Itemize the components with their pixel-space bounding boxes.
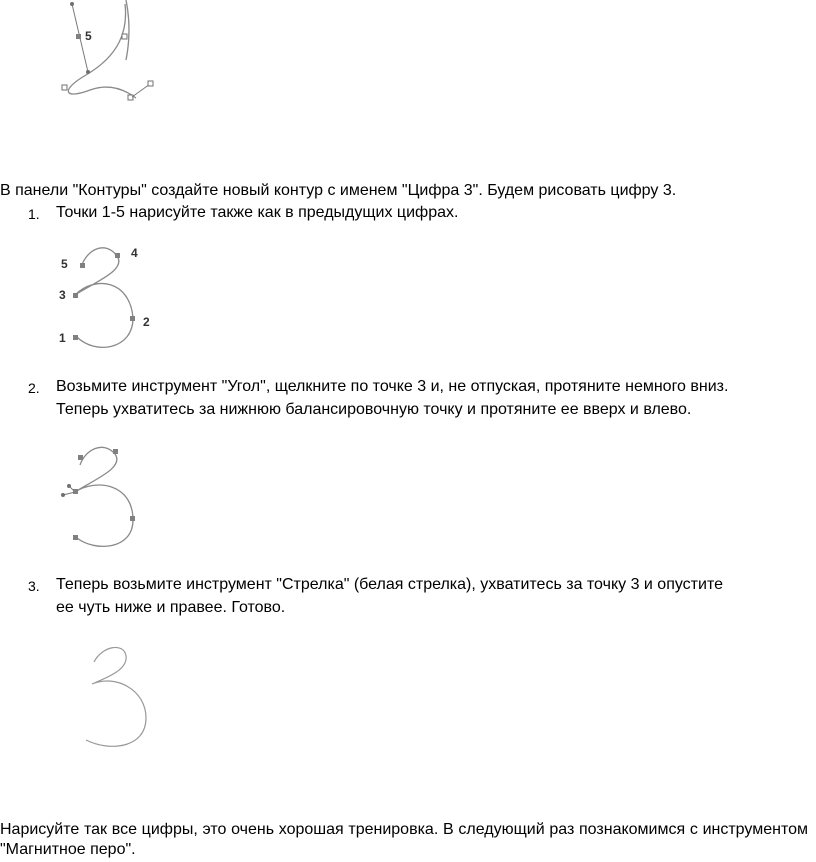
step-3-number: 3. bbox=[28, 578, 40, 594]
step-1-text: Точки 1-5 нарисуйте также как в предыдущих цифрах. bbox=[56, 204, 459, 221]
figure-digit-2 bbox=[50, 0, 170, 110]
point-label-3: 3 bbox=[59, 288, 66, 302]
figure-digit-3-corner bbox=[55, 440, 155, 555]
figure-digit-3-final bbox=[80, 640, 160, 755]
point-label-5: 5 bbox=[61, 257, 68, 271]
step-3-line-2: ее чуть ниже и правее. Готово. bbox=[56, 599, 286, 616]
figure-digit-3-points bbox=[55, 240, 165, 355]
step-2-line-2: Теперь ухватитесь за нижнюю балансировочную точку и протяните ее вверх и влево. bbox=[56, 401, 692, 418]
outro-paragraph: Нарисуйте так все цифры, это очень хорошая тренировка. В следующий раз познакомимся с инструментом "Магнитное перо". bbox=[0, 821, 808, 858]
intro-paragraph: В панели "Контуры" создайте новый контур с именем "Цифра 3". Будем рисовать цифру 3. bbox=[0, 182, 677, 199]
anchor-point bbox=[76, 34, 81, 39]
step-2-number: 2. bbox=[28, 380, 40, 396]
step-2-line-1: Возьмите инструмент "Угол", щелкните по точке 3 и, не отпуская, протяните немного вниз. bbox=[56, 378, 729, 395]
point-label-2: 2 bbox=[143, 315, 150, 329]
point-label: 5 bbox=[85, 29, 92, 43]
step-1-number: 1. bbox=[28, 206, 40, 222]
point-label-1: 1 bbox=[59, 331, 66, 345]
point-label-4: 4 bbox=[131, 246, 138, 260]
step-3-line-1: Теперь возьмите инструмент "Стрелка" (белая стрелка), ухватитесь за точку 3 и опустите bbox=[56, 576, 723, 593]
